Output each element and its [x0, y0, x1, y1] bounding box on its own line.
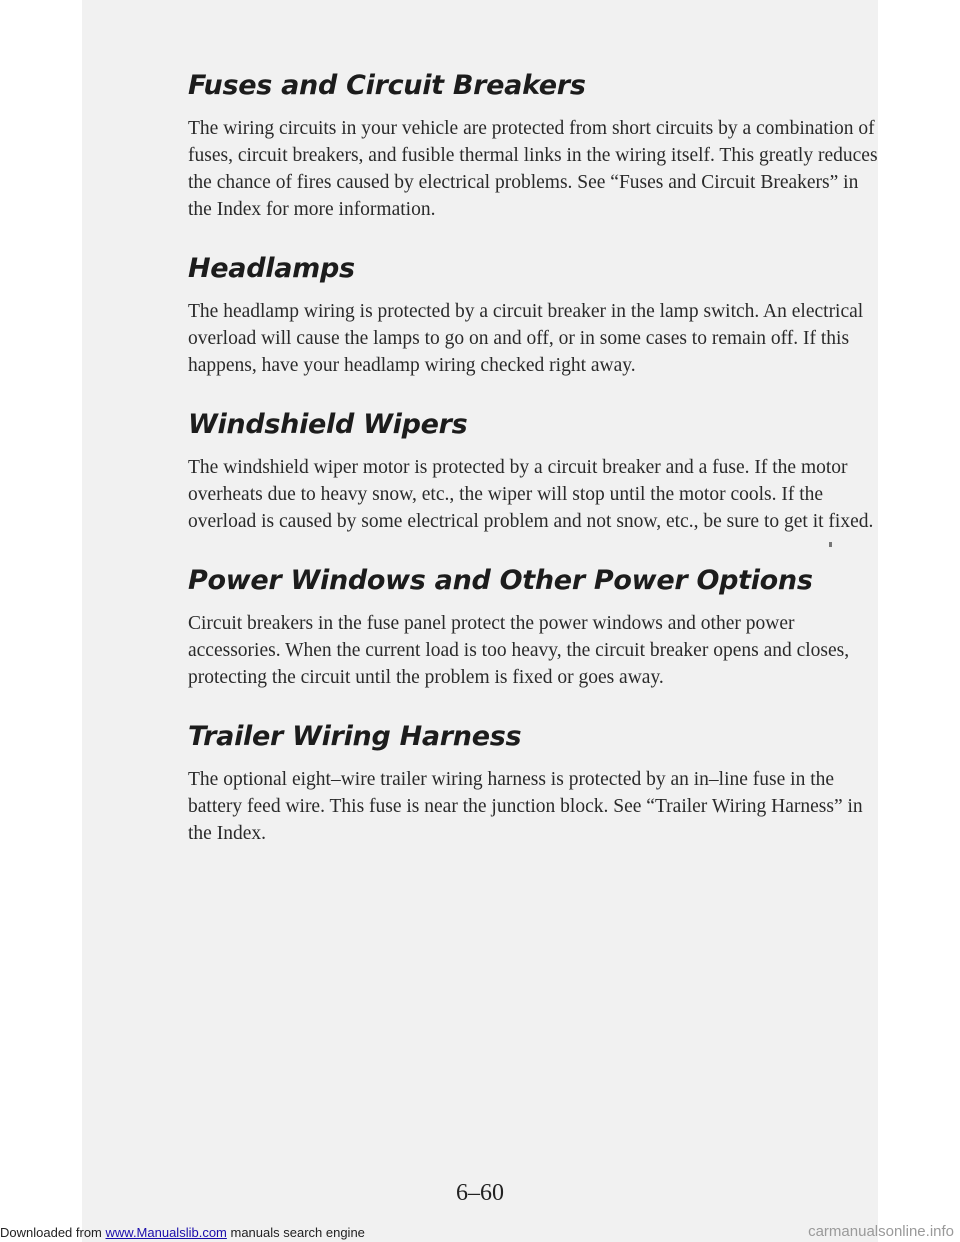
footer-suffix: manuals search engine [226, 1225, 365, 1240]
section-windshield-wipers [188, 409, 878, 535]
section-headlamps [188, 253, 878, 379]
page-number: 6–60 [456, 1180, 504, 1206]
section-body: The optional eight–wire trailer wiring harness is protected by an in–line fuse in the battery feed wire. This fuse is near the junction block. See “Trailer Wiring Harness” in the Index. [188, 769, 863, 844]
section-power-windows [188, 565, 878, 691]
margin-mark [829, 542, 832, 547]
section-heading: Trailer Wiring Harness [188, 721, 522, 752]
download-footer [0, 1225, 365, 1240]
page-content [188, 70, 878, 877]
manual-page [82, 0, 878, 1242]
section-body: The windshield wiper motor is protected by a circuit breaker and a fuse. If the motor overheats due to heavy snow, etc., the wiper will stop until the motor cools. If the overload is caused by some electrical problem and not snow, etc., be sure to get it fixed. [188, 457, 874, 532]
section-trailer-wiring [188, 721, 878, 847]
watermark: carmanualsonline.info [808, 1223, 954, 1240]
section-body: The wiring circuits in your vehicle are protected from short circuits by a combination of fuses, circuit breakers, and fusible thermal links in the wiring itself. This greatly reduces the chance of fires caused by electrical problems. See “Fuses and Circuit Breakers” in the Index for more information. [188, 118, 878, 220]
manualslib-link[interactable]: www.Manualslib.com [105, 1225, 227, 1240]
section-heading: Windshield Wipers [188, 409, 468, 440]
section-fuses [188, 70, 878, 223]
section-body: Circuit breakers in the fuse panel protect the power windows and other power accessories. When the current load is too heavy, the circuit breaker opens and closes, protecting the circuit until the problem is fixed or goes away. [188, 613, 850, 688]
footer-prefix: Downloaded from [0, 1225, 106, 1240]
section-body: The headlamp wiring is protected by a circuit breaker in the lamp switch. An electrical overload will cause the lamps to go on and off, or in some cases to remain off. If this happens, have your headlamp wiring checked right away. [188, 301, 864, 376]
section-heading: Power Windows and Other Power Options [188, 565, 813, 596]
section-heading: Fuses and Circuit Breakers [188, 70, 586, 101]
section-heading: Headlamps [188, 253, 355, 284]
